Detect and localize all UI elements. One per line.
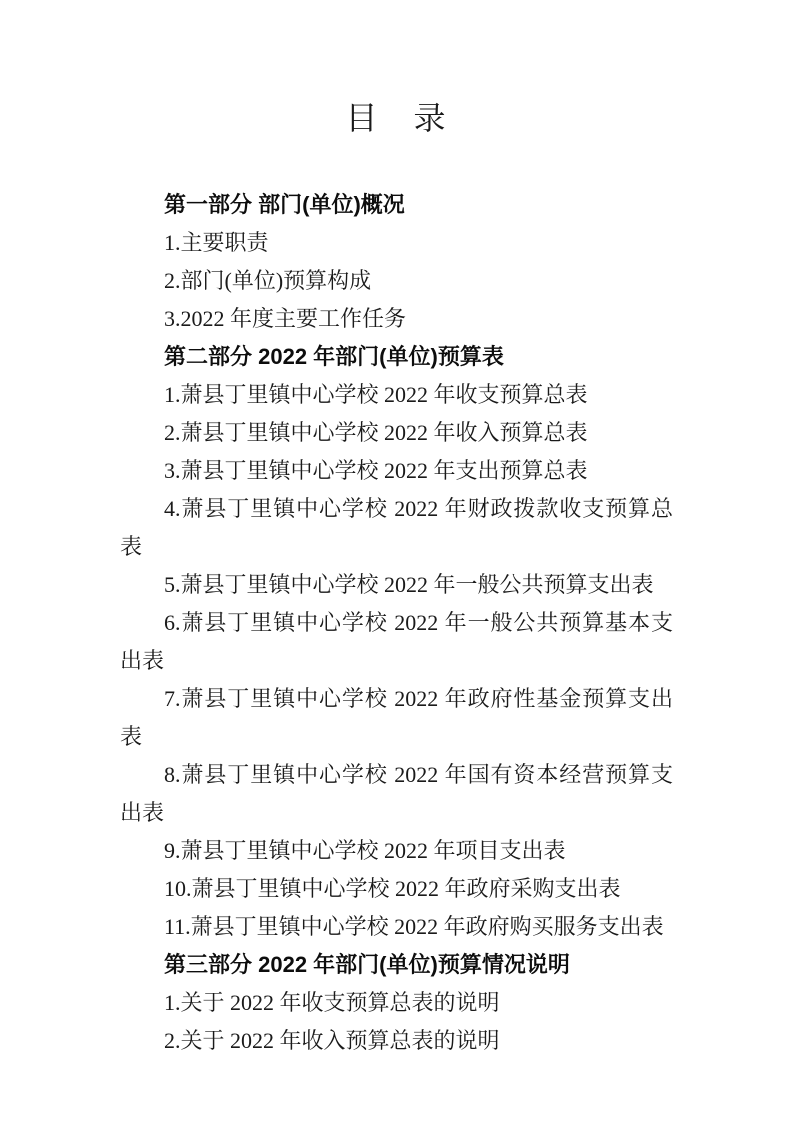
toc-item: 2.部门(单位)预算构成 [164,268,372,293]
toc-item: 1.关于 2022 年收支预算总表的说明 [164,990,500,1015]
toc-item: 11.萧县丁里镇中心学校 2022 年政府购买服务支出表 [164,914,664,939]
toc-item: 10.萧县丁里镇中心学校 2022 年政府采购支出表 [164,876,621,901]
toc-item: 6.萧县丁里镇中心学校 2022 年一般公共预算基本支出表 [120,610,673,673]
toc-item: 2.关于 2022 年收入预算总表的说明 [164,1028,500,1053]
toc-section-heading-part3: 第三部分 2022 年部门(单位)预算情况说明 [164,952,570,977]
toc-item: 7.萧县丁里镇中心学校 2022 年政府性基金预算支出表 [120,686,673,749]
toc-item: 1.主要职责 [164,230,269,255]
table-of-contents [120,186,673,1060]
toc-item: 2.萧县丁里镇中心学校 2022 年收入预算总表 [164,420,588,445]
toc-item: 8.萧县丁里镇中心学校 2022 年国有资本经营预算支出表 [120,762,673,825]
toc-item: 9.萧县丁里镇中心学校 2022 年项目支出表 [164,838,566,863]
toc-item: 3.2022 年度主要工作任务 [164,306,407,331]
toc-item: 4.萧县丁里镇中心学校 2022 年财政拨款收支预算总表 [120,496,673,559]
page-title: 目 录 [345,100,448,136]
toc-item: 3.萧县丁里镇中心学校 2022 年支出预算总表 [164,458,588,483]
toc-item: 1.萧县丁里镇中心学校 2022 年收支预算总表 [164,382,588,407]
toc-item: 5.萧县丁里镇中心学校 2022 年一般公共预算支出表 [164,572,654,597]
toc-section-heading-part1: 第一部分 部门(单位)概况 [164,192,405,217]
toc-section-heading-part2: 第二部分 2022 年部门(单位)预算表 [164,344,504,369]
